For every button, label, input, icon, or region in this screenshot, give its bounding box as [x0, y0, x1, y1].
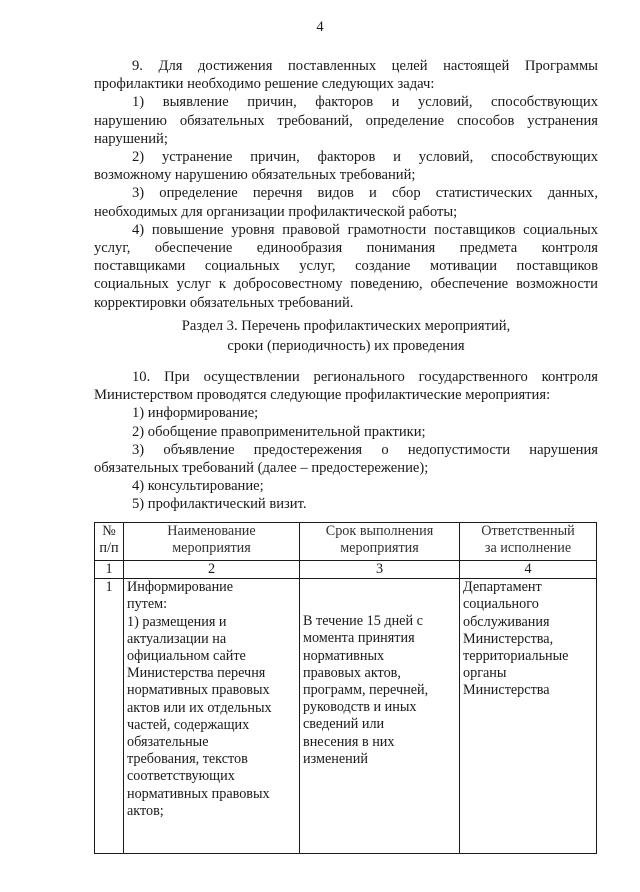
term-line: программ, перечней,: [303, 682, 429, 699]
table-row: [95, 579, 597, 854]
header-responsible-line-2: за исполнение: [484, 540, 572, 557]
header-responsible-line-1: Ответственный: [481, 523, 575, 539]
measure-4: 4) консультирование;: [132, 478, 264, 495]
header-responsible: [460, 523, 597, 561]
responsible-line: территориальные: [463, 648, 569, 665]
name-line: актов;: [127, 802, 164, 819]
paragraph-10-line-1: 10. При осуществлении регионального государственного контроля: [132, 369, 598, 385]
header-name-line-1: Наименование: [167, 523, 256, 539]
term-line: сведений или: [303, 716, 385, 733]
name-line: официальном сайте: [127, 648, 246, 665]
table-column-number-row: [95, 561, 597, 579]
task-4-line-4: социальных услуг к добросовестному поведению, обеспечение возможности: [94, 276, 598, 293]
task-4-line-5: корректировки обязательных требований.: [94, 294, 354, 311]
term-line: внесения в них: [303, 733, 395, 750]
name-line: Информирование: [127, 579, 234, 596]
page-number: 4: [316, 19, 324, 35]
row-1-responsible: [460, 579, 597, 854]
paragraph-10-line-2: Министерством проводятся следующие профилактические мероприятия:: [94, 387, 551, 404]
term-line: руководств и иных: [303, 699, 417, 716]
paragraph-9-line-1: 9. Для достижения поставленных целей настоящей Программы: [132, 58, 598, 74]
name-line: путем:: [127, 596, 168, 613]
name-line: требования, текстов: [127, 751, 248, 768]
responsible-line: Департамент: [463, 579, 542, 596]
header-number-line-1: №: [102, 523, 116, 539]
measures-table: [94, 522, 597, 854]
name-line: обязательные: [127, 734, 209, 751]
name-line: частей, содержащих: [127, 716, 250, 733]
header-number-line-2: п/п: [99, 540, 119, 557]
responsible-line: социального: [463, 596, 539, 613]
term-line: В течение 15 дней с: [303, 613, 423, 630]
column-number-1: 1: [95, 561, 124, 579]
measures-block: [94, 368, 598, 514]
measure-3-line-1: 3) объявление предостережения о недопустимости нарушения: [132, 441, 598, 458]
responsible-line: органы: [463, 665, 507, 682]
measure-1: 1) информирование;: [132, 405, 259, 422]
task-4-line-1: 4) повышение уровня правовой грамотности поставщиков социальных: [132, 221, 598, 238]
header-name-line-2: мероприятия: [172, 540, 251, 557]
task-4-line-3: поставщиками социальных услуг, создание мотивации поставщиков: [94, 258, 598, 275]
column-number-2: 2: [124, 561, 300, 579]
term-line: момента принятия: [303, 630, 415, 647]
header-name: [124, 523, 300, 561]
task-2-line-1: 2) устранение причин, факторов и условий, способствующих: [132, 149, 598, 166]
column-number-3: 3: [300, 561, 460, 579]
term-line: изменений: [303, 750, 368, 767]
table-header-row: [95, 523, 597, 561]
task-4-line-2: услуг, обеспечение единообразия понимания предмета контроля: [94, 240, 598, 257]
header-term-line-1: Срок выполнения: [325, 523, 434, 539]
row-1-name: [124, 579, 300, 854]
name-line: Министерства перечня: [127, 665, 266, 682]
task-3-line-1: 3) определение перечня видов и сбор статистических данных,: [132, 185, 598, 202]
header-term: [300, 523, 460, 561]
name-line: соответствующих: [127, 768, 235, 785]
paragraph-9-line-2: профилактики необходимо решение следующих задач:: [94, 76, 435, 93]
column-number-4: 4: [460, 561, 597, 579]
name-line: нормативных правовых: [127, 785, 270, 802]
task-2-line-2: возможному нарушению обязательных требований;: [94, 167, 416, 184]
responsible-line: обслуживания: [463, 613, 550, 630]
section-3-heading: [94, 316, 598, 356]
term-line: нормативных: [303, 647, 385, 664]
header-number: [95, 523, 124, 561]
header-term-line-2: мероприятия: [340, 540, 419, 557]
name-line: 1) размещения и: [127, 613, 227, 630]
term-line: правовых актов,: [303, 664, 401, 681]
row-1-term: [300, 579, 460, 854]
measure-5: 5) профилактический визит.: [132, 496, 307, 513]
task-1-line-3: нарушений;: [94, 130, 168, 147]
task-3-line-2: необходимых для организации профилактической работы;: [94, 203, 458, 220]
responsible-line: Министерства,: [463, 630, 554, 647]
responsible-line: Министерства: [463, 682, 550, 699]
tasks-block: [94, 57, 598, 312]
task-1-line-1: 1) выявление причин, факторов и условий, способствующих: [132, 94, 598, 111]
name-line: нормативных правовых: [127, 682, 270, 699]
name-line: актуализации на: [127, 630, 227, 647]
task-1-line-2: нарушению обязательных требований, определение способов устранения: [94, 112, 598, 129]
row-1-number: 1: [95, 579, 124, 854]
measure-3-line-2: обязательных требований (далее – предостережение);: [94, 460, 429, 477]
measure-2: 2) обобщение правоприменительной практики;: [132, 423, 426, 440]
name-line: актов или их отдельных: [127, 699, 272, 716]
section-3-heading-line-2: сроки (периодичность) их проведения: [227, 338, 465, 354]
section-3-heading-line-1: Раздел 3. Перечень профилактических мероприятий,: [181, 318, 511, 334]
